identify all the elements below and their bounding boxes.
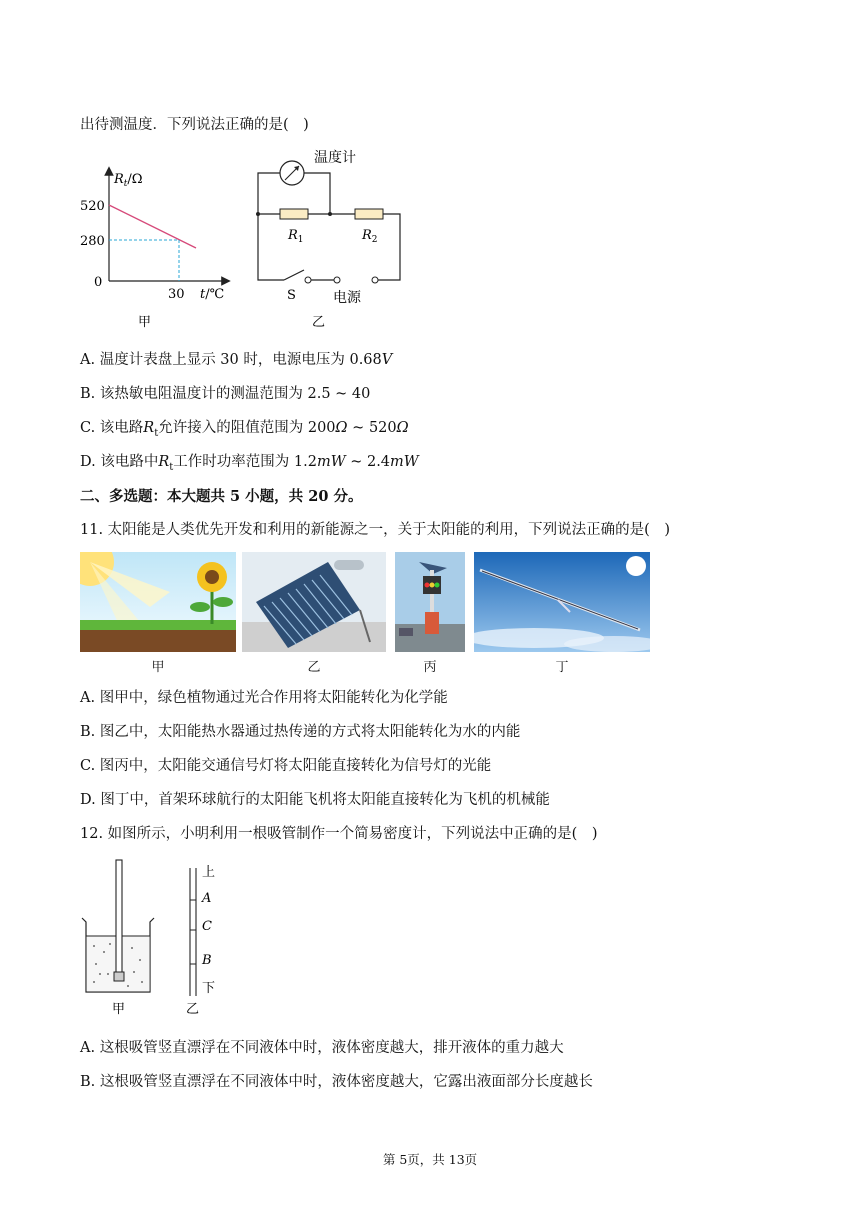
label-c: C <box>202 919 212 934</box>
meter-wire <box>258 173 280 214</box>
caption-yi: 乙 <box>312 315 326 330</box>
page-footer: 第 5页，共 13页 <box>382 1152 478 1167</box>
section-heading: 二、多选题：本大题共 5 小题，共 20 分。 <box>80 488 363 505</box>
resistor-r1 <box>280 209 308 219</box>
q11-image-jia-photosynthesis <box>80 552 236 652</box>
x-axis-label: t/℃ <box>200 287 225 302</box>
switch-label: S <box>287 288 296 303</box>
label-b: B <box>202 953 212 968</box>
meter-label: 温度计 <box>314 150 356 166</box>
q11-caption-bing: 丙 <box>423 660 437 675</box>
tick-0: 0 <box>94 275 103 290</box>
resistor-r2 <box>355 209 383 219</box>
source-terminal-left <box>334 277 340 283</box>
q12-stem: 12. 如图所示，小明利用一根吸管制作一个简易密度计，下列说法中正确的是( ) <box>80 826 598 842</box>
q10-option-a: A. 温度计表盘上显示 30 时，电源电压为 0.68V <box>80 352 393 368</box>
q11-image-bing-traffic-light <box>395 552 465 652</box>
label-a: A <box>202 891 212 906</box>
tick-280: 280 <box>80 234 105 249</box>
sun-icon <box>626 556 646 576</box>
source-terminal-right <box>372 277 378 283</box>
q10-figure-jia-graph <box>80 165 240 335</box>
q10-figure-yi-circuit <box>250 148 420 333</box>
meter-wire-right <box>304 173 330 214</box>
q10-option-c: C. 该电路$R_t$允许接入的阻值范围为 200Ω ~ 520Ω <box>80 420 409 439</box>
label-bottom: 下 <box>202 981 216 996</box>
caption-jia: 甲 <box>112 1002 126 1017</box>
r2-label: $R_2$ <box>362 228 378 245</box>
caption-yi: 乙 <box>186 1002 200 1017</box>
q11-caption-ding: 丁 <box>555 660 569 675</box>
q11-option-a: A. 图甲中，绿色植物通过光合作用将太阳能转化为化学能 <box>80 690 448 706</box>
tick-30: 30 <box>168 287 185 302</box>
straw-icon <box>116 860 122 978</box>
q12-figure-densimeter <box>80 856 230 1021</box>
r1-label: $R_1$ <box>288 228 304 245</box>
q11-caption-yi: 乙 <box>307 660 321 675</box>
q11-image-yi-solar-heater <box>242 552 386 652</box>
source-label: 电源 <box>333 290 361 306</box>
q11-stem: 11. 太阳能是人类优先开发和利用的新能源之一，关于太阳能的利用，下列说法正确的是( ) <box>80 522 670 538</box>
q12-option-b: B. 这根吸管竖直漂浮在不同液体中时，液体密度越大，它露出液面部分长度越长 <box>80 1074 593 1090</box>
q11-image-ding-solar-plane <box>474 552 650 652</box>
q11-option-c: C. 图丙中，太阳能交通信号灯将太阳能直接转化为信号灯的光能 <box>80 758 492 774</box>
q10-option-d: D. 该电路中$R_t$工作时功率范围为 1.2mW ~ 2.4mW <box>80 454 419 473</box>
q10-option-b: B. 该热敏电阻温度计的测温范围为 2.5 ~ 40 <box>80 386 371 402</box>
q10-stem-tail: 出待测温度．下列说法正确的是( ) <box>80 117 309 133</box>
q12-option-a: A. 这根吸管竖直漂浮在不同液体中时，液体密度越大，排开液体的重力越大 <box>80 1040 564 1056</box>
label-top: 上 <box>202 865 216 880</box>
caption-jia: 甲 <box>138 315 152 330</box>
tick-520: 520 <box>80 199 105 214</box>
switch-s <box>284 270 304 280</box>
q11-caption-jia: 甲 <box>151 660 165 675</box>
q11-option-b: B. 图乙中，太阳能热水器通过热传递的方式将太阳能转化为水的内能 <box>80 724 521 740</box>
q11-option-d: D. 图丁中，首架环球航行的太阳能飞机将太阳能直接转化为飞机的机械能 <box>80 792 550 808</box>
y-axis-label: $R_t/\Omega$ <box>114 172 143 189</box>
rt-line <box>109 205 196 248</box>
